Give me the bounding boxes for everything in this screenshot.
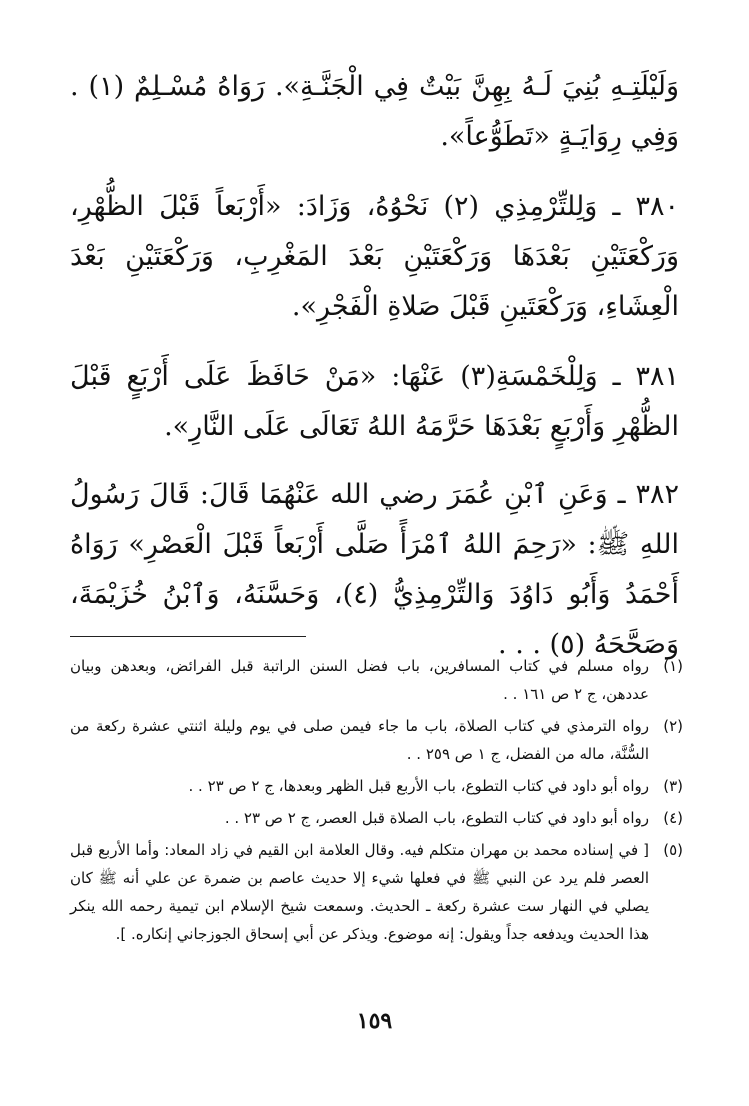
footnote-4 bbox=[70, 804, 683, 832]
footnote-number: (١) bbox=[663, 657, 683, 675]
footnote-number: (٢) bbox=[663, 717, 683, 735]
paragraph-hadith-380: ٣٨٠ ـ وَلِلتِّرْمِذِي (٢) نَحْوُهُ، وَزَادَ: «أَرْبَعاً قَبْلَ الظُّهْرِ، وَرَكْعَتَيْنِ بَعْدَهَا وَرَكْعَتَيْنِ بَعْدَ المَغْرِبِ، وَرَكْعَتَيْنِ بَعْدَ الْعِشَاءِ، وَرَكْعَتَينِ قَبْلَ صَلاةِ الْفَجْرِ». bbox=[70, 191, 679, 322]
footnote-number: (٣) bbox=[663, 777, 683, 795]
footnote-text: رواه مسلم في كتاب المسافرين، باب فضل السنن الراتبة قبل الفرائض، وبعدهن وبيان عددهن، ج ٢ ص ١٦١ . . bbox=[70, 657, 649, 703]
footnote-1 bbox=[70, 652, 683, 708]
footnote-text: رواه أبو داود في كتاب التطوع، باب الصلاة قبل العصر، ج ٢ ص ٢٣ . . bbox=[224, 809, 649, 827]
footnote-text: رواه أبو داود في كتاب التطوع، باب الأربع قبل الظهر وبعدها، ج ٢ ص ٢٣ . . bbox=[188, 777, 649, 795]
footnote-2 bbox=[70, 712, 683, 768]
paragraph-hadith-intro: وَلَيْلَتِـهِ بُنِيَ لَـهُ بِهِنَّ بَيْتٌ فِي الْجَنَّـةِ». رَوَاهُ مُسْـلِمٌ (١) . وَفِي رِوَايَـةٍ «تَطَوُّعاً». bbox=[70, 71, 680, 152]
main-text bbox=[70, 62, 679, 690]
footnote-text: رواه الترمذي في كتاب الصلاة، باب ما جاء فيمن صلى في يوم وليلة اثنتي عشرة ركعة من السُّنَّة، ماله من الفضل، ج ١ ص ٢٥٩ . . bbox=[70, 717, 649, 763]
footnote-text: [ في إسناده محمد بن مهران متكلم فيه. وقال العلامة ابن القيم في زاد المعاد: وأما الأربع قبل العصر فلم يرد عن النبي ﷺ في فعلها شيء إلا حديث عاصم بن ضمرة عن علي أنه ﷺ كان يصلي في النهار ست عشرة ركعة ـ الحديث. وسمعت شيخ الإسلام ابن تيمية رحمه الله ينكر هذا الحديث ويدفعه جداً ويقول: إنه موضوع. ويذكر عن أبي إسحاق الجوزجاني إنكاره. ]. bbox=[70, 841, 649, 943]
footnote-3 bbox=[70, 772, 683, 800]
page-number: ١٥٩ bbox=[356, 1008, 393, 1034]
paragraph-hadith-381: ٣٨١ ـ وَلِلْخَمْسَةِ(٣) عَنْهَا: «مَنْ حَافَظَ عَلَى أَرْبَعٍ قَبْلَ الظُّهْرِ وَأَرْبَعٍ بَعْدَهَا حَرَّمَهُ اللهُ تَعَالَى عَلَى النَّارِ». bbox=[70, 361, 679, 442]
paragraph-hadith-382: ٣٨٢ ـ وَعَنِ ٱبْنِ عُمَرَ رضي الله عَنْهُمَا قَالَ: قَالَ رَسُولُ اللهِ ﷺ: «رَحِمَ اللهُ ٱمْرَأً صَلَّى أَرْبَعاً قَبْلَ الْعَصْرِ» رَوَاهُ أَحْمَدُ وَأَبُو دَاوُدَ وَالتِّرْمِذِيُّ (٤)، وَحَسَّنَهُ، وَٱبْنُ خُزَيْمَةَ، وَصَحَّحَهُ (٥) . . . bbox=[70, 479, 679, 660]
footnote-divider bbox=[70, 636, 306, 637]
footnotes bbox=[70, 652, 683, 952]
footnote-number: (٥) bbox=[663, 841, 683, 859]
footnote-5 bbox=[70, 836, 683, 948]
footnote-number: (٤) bbox=[663, 809, 683, 827]
